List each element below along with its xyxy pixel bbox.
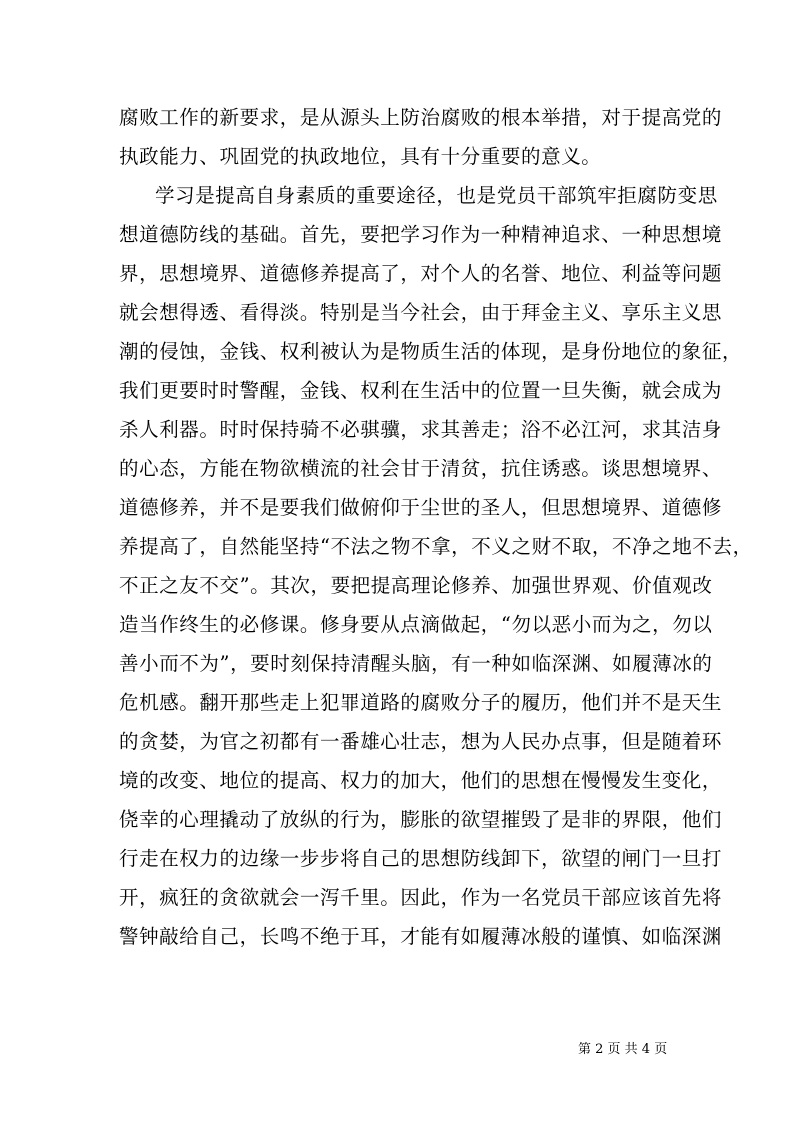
text-line: 的贪婪，为官之初都有一番雄心壮志，想为人民办点事，但是随着环 — [119, 730, 723, 753]
text-line: 警钟敲给自己，长鸣不绝于耳，才能有如履薄冰般的谨慎、如临深渊 — [119, 925, 723, 948]
text-line: 想道德防线的基础。首先，要把学习作为一种精神追求、一种思想境 — [119, 223, 723, 246]
text-line: 危机感。翻开那些走上犯罪道路的腐败分子的履历，他们并不是天生 — [119, 691, 723, 714]
text-line: 善小而不为”，要时刻保持清醒头脑，有一种如临深渊、如履薄冰的 — [119, 652, 713, 675]
text-line: 学习是提高自身素质的重要途径，也是党员干部筑牢拒腐防变思 — [155, 184, 718, 207]
text-line: 腐败工作的新要求，是从源头上防治腐败的根本举措，对于提高党的 — [119, 106, 723, 129]
text-line: 侥幸的心理撬动了放纵的行为，膨胀的欲望摧毁了是非的界限，他们 — [119, 808, 723, 831]
text-line: 的心态，方能在物欲横流的社会甘于清贫，抗住诱惑。谈思想境界、 — [119, 457, 723, 480]
text-line: 杀人利器。时时保持骑不必骐骥，求其善走；浴不必江河，求其洁身 — [119, 418, 723, 441]
text-line: 造当作终生的必修课。修身要从点滴做起，“勿以恶小而为之，勿以 — [119, 613, 713, 636]
text-line: 行走在权力的边缘一步步将自己的思想防线卸下，欲望的闸门一旦打 — [119, 847, 723, 870]
text-line: 界，思想境界、道德修养提高了，对个人的名誉、地位、利益等问题 — [119, 262, 723, 285]
text-line: 道德修养，并不是要我们做俯仰于尘世的圣人，但思想境界、道德修 — [119, 496, 723, 519]
text-line: 不正之友不交”。其次，要把提高理论修养、加强世界观、价值观改 — [119, 574, 713, 597]
text-line: 境的改变、地位的提高、权力的加大，他们的思想在慢慢发生变化， — [119, 769, 723, 792]
text-line: 执政能力、巩固党的执政地位，具有十分重要的意义。 — [119, 145, 602, 168]
text-line: 开，疯狂的贪欲就会一泻千里。因此，作为一名党员干部应该首先将 — [119, 886, 723, 909]
text-line: 我们更要时时警醒，金钱、权利在生活中的位置一旦失衡，就会成为 — [119, 379, 723, 402]
text-line: 潮的侵蚀，金钱、权利被认为是物质生活的体现，是身份地位的象征， — [119, 340, 743, 363]
page-number: 第 2 页 共 4 页 — [578, 1042, 668, 1057]
text-line: 养提高了，自然能坚持“不法之物不拿，不义之财不取，不净之地不去， — [119, 535, 753, 558]
text-line: 就会想得透、看得淡。特别是当今社会，由于拜金主义、享乐主义思 — [119, 301, 723, 324]
